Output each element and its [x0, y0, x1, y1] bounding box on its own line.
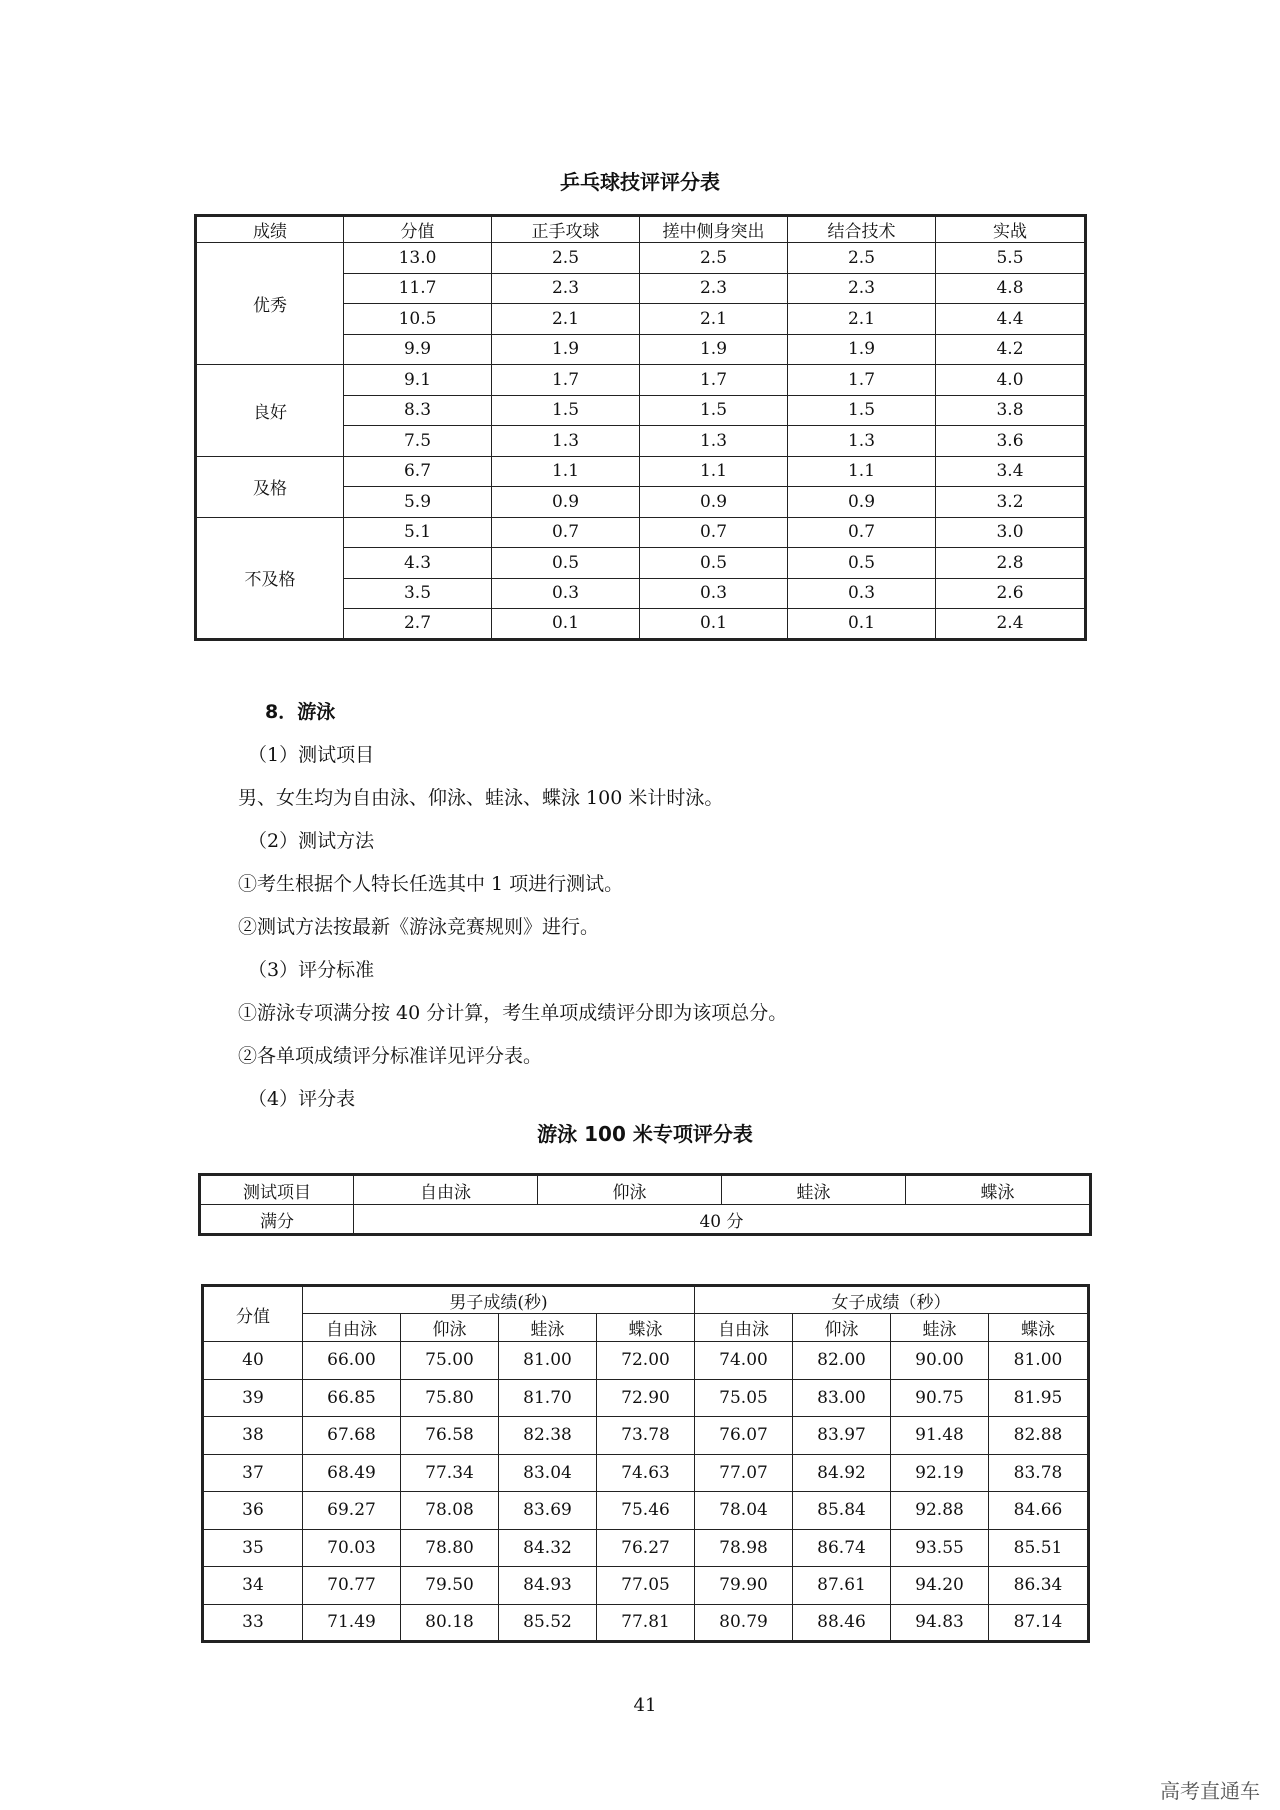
table-cell: 3.0 [936, 517, 1086, 548]
score-cell: 33 [203, 1604, 303, 1642]
items-stroke-breaststroke: 蛙泳 [722, 1175, 906, 1205]
table-cell: 0.3 [788, 578, 936, 609]
items-stroke-backstroke: 仰泳 [538, 1175, 722, 1205]
table-row [203, 1567, 1089, 1605]
time-cell: 81.00 [989, 1342, 1089, 1380]
table-cell: 4.3 [344, 548, 492, 579]
time-cell: 91.48 [891, 1417, 989, 1455]
time-cell: 86.34 [989, 1567, 1089, 1605]
table-cell: 2.1 [640, 304, 788, 335]
time-cell: 82.00 [793, 1342, 891, 1380]
stroke-header-row [203, 1314, 1089, 1342]
time-cell: 77.34 [401, 1454, 499, 1492]
paragraph: ①游泳专项满分按 40 分计算，考生单项成绩评分即为该项总分。 [238, 1002, 788, 1024]
time-cell: 66.85 [303, 1379, 401, 1417]
watermark-text: 高考直通车 [1160, 1779, 1260, 1803]
pingpong-header-cell: 结合技术 [788, 216, 936, 243]
time-cell: 83.00 [793, 1379, 891, 1417]
score-header: 分值 [203, 1286, 303, 1342]
table-row [203, 1492, 1089, 1530]
table-cell: 1.7 [788, 365, 936, 396]
table-cell: 1.7 [492, 365, 640, 396]
stroke-header-cell: 自由泳 [303, 1314, 401, 1342]
table-cell: 3.2 [936, 487, 1086, 518]
pingpong-header-cell: 搓中侧身突出 [640, 216, 788, 243]
time-cell: 70.77 [303, 1567, 401, 1605]
table-cell: 0.5 [640, 548, 788, 579]
table-cell: 2.6 [936, 578, 1086, 609]
table-cell: 7.5 [344, 426, 492, 457]
table-row [203, 1417, 1089, 1455]
score-cell: 38 [203, 1417, 303, 1455]
score-cell: 36 [203, 1492, 303, 1530]
time-cell: 85.84 [793, 1492, 891, 1530]
table-cell: 2.3 [788, 273, 936, 304]
time-cell: 78.04 [695, 1492, 793, 1530]
table-row [196, 517, 1086, 548]
table-cell: 0.7 [788, 517, 936, 548]
time-cell: 72.00 [597, 1342, 695, 1380]
grade-label: 不及格 [196, 517, 344, 639]
full-score-label: 满分 [200, 1205, 354, 1235]
time-cell: 84.92 [793, 1454, 891, 1492]
table-cell: 1.9 [640, 334, 788, 365]
table-cell: 3.8 [936, 395, 1086, 426]
table-cell: 2.3 [640, 273, 788, 304]
grade-label: 优秀 [196, 243, 344, 365]
table-cell: 1.5 [492, 395, 640, 426]
full-score-value: 40 分 [354, 1205, 1091, 1235]
time-cell: 81.95 [989, 1379, 1089, 1417]
swimming-table-title: 游泳 100 米专项评分表 [537, 1122, 753, 1146]
pingpong-table [194, 214, 1087, 641]
time-cell: 92.88 [891, 1492, 989, 1530]
stroke-header-cell: 蝶泳 [597, 1314, 695, 1342]
grade-label: 及格 [196, 456, 344, 517]
table-cell: 1.1 [640, 456, 788, 487]
score-cell: 37 [203, 1454, 303, 1492]
table-row [203, 1454, 1089, 1492]
time-cell: 83.78 [989, 1454, 1089, 1492]
score-cell: 39 [203, 1379, 303, 1417]
time-cell: 84.32 [499, 1529, 597, 1567]
pingpong-header-cell: 成绩 [196, 216, 344, 243]
table-cell: 1.9 [492, 334, 640, 365]
time-cell: 90.75 [891, 1379, 989, 1417]
time-cell: 94.83 [891, 1604, 989, 1642]
swimming-score-table [201, 1284, 1090, 1643]
time-cell: 80.18 [401, 1604, 499, 1642]
pingpong-header-cell: 正手攻球 [492, 216, 640, 243]
male-header: 男子成绩(秒) [303, 1286, 695, 1314]
table-cell: 2.5 [640, 243, 788, 274]
time-cell: 78.08 [401, 1492, 499, 1530]
table-cell: 0.1 [788, 609, 936, 640]
table-cell: 2.7 [344, 609, 492, 640]
score-cell: 40 [203, 1342, 303, 1380]
time-cell: 83.04 [499, 1454, 597, 1492]
time-cell: 77.05 [597, 1567, 695, 1605]
time-cell: 86.74 [793, 1529, 891, 1567]
female-header: 女子成绩（秒） [695, 1286, 1089, 1314]
time-cell: 81.70 [499, 1379, 597, 1417]
table-cell: 4.8 [936, 273, 1086, 304]
time-cell: 76.27 [597, 1529, 695, 1567]
table-cell: 0.9 [788, 487, 936, 518]
table-cell: 1.5 [640, 395, 788, 426]
time-cell: 76.58 [401, 1417, 499, 1455]
table-cell: 1.7 [640, 365, 788, 396]
table-cell: 9.9 [344, 334, 492, 365]
time-cell: 92.19 [891, 1454, 989, 1492]
time-cell: 74.63 [597, 1454, 695, 1492]
time-cell: 75.05 [695, 1379, 793, 1417]
table-cell: 0.3 [492, 578, 640, 609]
table-cell: 3.5 [344, 578, 492, 609]
table-cell: 0.5 [492, 548, 640, 579]
table-cell: 9.1 [344, 365, 492, 396]
table-cell: 0.1 [492, 609, 640, 640]
time-cell: 72.90 [597, 1379, 695, 1417]
time-cell: 87.14 [989, 1604, 1089, 1642]
time-cell: 84.93 [499, 1567, 597, 1605]
table-cell: 5.9 [344, 487, 492, 518]
time-cell: 75.00 [401, 1342, 499, 1380]
score-cell: 34 [203, 1567, 303, 1605]
table-cell: 13.0 [344, 243, 492, 274]
stroke-header-cell: 蝶泳 [989, 1314, 1089, 1342]
table-cell: 0.9 [492, 487, 640, 518]
pingpong-title: 乒乓球技评评分表 [560, 170, 720, 194]
stroke-header-cell: 蛙泳 [499, 1314, 597, 1342]
score-cell: 35 [203, 1529, 303, 1567]
table-cell: 5.1 [344, 517, 492, 548]
grade-label: 良好 [196, 365, 344, 457]
items-stroke-butterfly: 蝶泳 [906, 1175, 1091, 1205]
table-row [196, 243, 1086, 274]
time-cell: 79.90 [695, 1567, 793, 1605]
items-stroke-freestyle: 自由泳 [354, 1175, 538, 1205]
time-cell: 85.51 [989, 1529, 1089, 1567]
pingpong-header-cell: 分值 [344, 216, 492, 243]
time-cell: 77.07 [695, 1454, 793, 1492]
table-row [203, 1529, 1089, 1567]
table-cell: 3.6 [936, 426, 1086, 457]
table-cell: 0.7 [492, 517, 640, 548]
table-cell: 8.3 [344, 395, 492, 426]
time-cell: 88.46 [793, 1604, 891, 1642]
table-cell: 3.4 [936, 456, 1086, 487]
items-header-label: 测试项目 [200, 1175, 354, 1205]
table-cell: 0.3 [640, 578, 788, 609]
swimming-items-table [198, 1173, 1092, 1236]
table-cell: 0.5 [788, 548, 936, 579]
table-cell: 5.5 [936, 243, 1086, 274]
stroke-header-cell: 自由泳 [695, 1314, 793, 1342]
time-cell: 78.98 [695, 1529, 793, 1567]
time-cell: 70.03 [303, 1529, 401, 1567]
time-cell: 75.80 [401, 1379, 499, 1417]
table-cell: 1.3 [788, 426, 936, 457]
paragraph: （1）测试项目 [248, 744, 375, 766]
time-cell: 75.46 [597, 1492, 695, 1530]
table-cell: 0.9 [640, 487, 788, 518]
table-cell: 4.0 [936, 365, 1086, 396]
table-cell: 4.2 [936, 334, 1086, 365]
time-cell: 93.55 [891, 1529, 989, 1567]
table-cell: 1.3 [492, 426, 640, 457]
table-cell: 1.1 [492, 456, 640, 487]
table-cell: 0.1 [640, 609, 788, 640]
table-cell: 1.1 [788, 456, 936, 487]
table-cell: 2.5 [492, 243, 640, 274]
time-cell: 83.69 [499, 1492, 597, 1530]
stroke-header-cell: 仰泳 [401, 1314, 499, 1342]
stroke-header-cell: 仰泳 [793, 1314, 891, 1342]
table-cell: 6.7 [344, 456, 492, 487]
table-cell: 0.7 [640, 517, 788, 548]
table-row [203, 1342, 1089, 1380]
pingpong-header-row [196, 216, 1086, 243]
table-cell: 1.9 [788, 334, 936, 365]
table-cell: 10.5 [344, 304, 492, 335]
paragraph: （2）测试方法 [248, 830, 375, 852]
time-cell: 67.68 [303, 1417, 401, 1455]
paragraph: （4）评分表 [248, 1088, 356, 1110]
time-cell: 79.50 [401, 1567, 499, 1605]
time-cell: 82.38 [499, 1417, 597, 1455]
table-cell: 1.3 [640, 426, 788, 457]
table-row [196, 365, 1086, 396]
table-cell: 11.7 [344, 273, 492, 304]
stroke-header-cell: 蛙泳 [891, 1314, 989, 1342]
time-cell: 76.07 [695, 1417, 793, 1455]
time-cell: 85.52 [499, 1604, 597, 1642]
table-cell: 2.8 [936, 548, 1086, 579]
table-cell: 2.1 [492, 304, 640, 335]
table-cell: 2.5 [788, 243, 936, 274]
pingpong-header-cell: 实战 [936, 216, 1086, 243]
paragraph: ②测试方法按最新《游泳竞赛规则》进行。 [238, 916, 600, 938]
paragraph: （3）评分标准 [248, 959, 375, 981]
time-cell: 68.49 [303, 1454, 401, 1492]
time-cell: 81.00 [499, 1342, 597, 1380]
swimming-heading: 8．游泳 [265, 701, 336, 723]
time-cell: 69.27 [303, 1492, 401, 1530]
table-row [196, 456, 1086, 487]
table-row [203, 1379, 1089, 1417]
time-cell: 90.00 [891, 1342, 989, 1380]
paragraph: ②各单项成绩评分标准详见评分表。 [238, 1045, 543, 1067]
table-cell: 2.3 [492, 273, 640, 304]
table-cell: 4.4 [936, 304, 1086, 335]
time-cell: 71.49 [303, 1604, 401, 1642]
paragraph: 男、女生均为自由泳、仰泳、蛙泳、蝶泳 100 米计时泳。 [238, 787, 724, 809]
time-cell: 84.66 [989, 1492, 1089, 1530]
swimming-paragraphs [238, 734, 1118, 1121]
time-cell: 73.78 [597, 1417, 695, 1455]
page-number: 41 [633, 1695, 657, 1716]
table-cell: 2.1 [788, 304, 936, 335]
time-cell: 87.61 [793, 1567, 891, 1605]
time-cell: 66.00 [303, 1342, 401, 1380]
table-cell: 1.5 [788, 395, 936, 426]
time-cell: 83.97 [793, 1417, 891, 1455]
time-cell: 80.79 [695, 1604, 793, 1642]
paragraph: ①考生根据个人特长任选其中 1 项进行测试。 [238, 873, 624, 895]
time-cell: 77.81 [597, 1604, 695, 1642]
time-cell: 94.20 [891, 1567, 989, 1605]
time-cell: 78.80 [401, 1529, 499, 1567]
time-cell: 82.88 [989, 1417, 1089, 1455]
time-cell: 74.00 [695, 1342, 793, 1380]
table-row [203, 1604, 1089, 1642]
table-cell: 2.4 [936, 609, 1086, 640]
